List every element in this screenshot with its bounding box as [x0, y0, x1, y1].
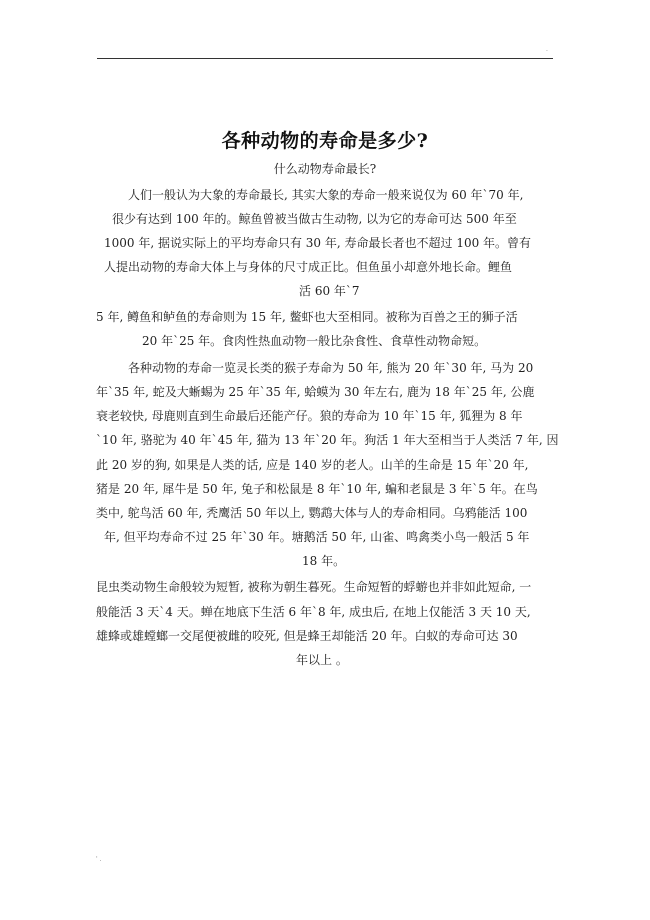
body-line: 年`35 年, 蛇及大蜥蜴为 25 年`35 年, 蛤蟆为 30 年左右, 鹿为 18 年`25 年, 公鹿: [96, 385, 535, 399]
body-line: 1000 年, 据说实际上的平均寿命只有 30 年, 寿命最长者也不超过 100 年。曾有: [104, 236, 532, 250]
body-line: 5 年, 鳟鱼和鲈鱼的寿命则为 15 年, 鳖虾也大至相同。被称为百兽之王的狮子活: [96, 310, 518, 324]
header-rule: [97, 58, 553, 59]
body-line: 20 年`25 年。食肉性热血动物一般比杂食性、食草性动物命短。: [142, 334, 487, 348]
body-line: 昆虫类动物生命般较为短暂, 被称为朝生暮死。生命短暂的蜉蝣也并非如此短命, 一: [96, 580, 532, 594]
body-line: 衰老较快, 母鹿则直到生命最后还能产仔。狼的寿命为 10 年`15 年, 狐狸为 8 年: [96, 409, 523, 423]
body-line: 人们一般认为大象的寿命最长, 其实大象的寿命一般来说仅为 60 年`70 年,: [128, 188, 524, 202]
body-line: 猪是 20 年, 犀牛是 50 年, 兔子和松鼠是 8 年`10 年, 蝙和老鼠是 3 年`5 年。在鸟: [96, 482, 538, 496]
body-line: 年, 但平均寿命不过 25 年`30 年。塘鹅活 50 年, 山雀、鸣禽类小鸟一般活 5 年: [104, 530, 530, 544]
body-line: 很少有达到 100 年的。鲸鱼曾被当做古生动物, 以为它的寿命可达 500 年至: [112, 212, 517, 226]
body-line: 18 年。: [302, 554, 346, 568]
body-line: 雄蜂或雄螳螂一交尾便被雌的咬死, 但是蜂王却能活 20 年。白蚁的寿命可达 30: [96, 629, 518, 643]
header-mark: .: [546, 46, 548, 53]
body-line: 类中, 鸵鸟活 60 年, 秃鹰活 50 年以上, 鹦鹉大体与人的寿命相同。乌鸦能活 100: [96, 506, 528, 520]
body-line: 般能活 3 天`4 天。蝉在地底下生活 6 年`8 年, 成虫后, 在地上仅能活 3 天 10 天,: [96, 605, 531, 619]
body-line: 人提出动物的寿命大体上与身体的尺寸成正比。但鱼虽小却意外地长命。鲤鱼: [104, 260, 513, 274]
footer-mark: ' .: [96, 856, 102, 863]
body-line: 各种动物的寿命一览灵长类的猴子寿命为 50 年, 熊为 20 年`30 年, 马为 20: [128, 361, 534, 375]
page-title: 各种动物的寿命是多少?: [221, 130, 429, 152]
body-line: 活 60 年`7: [299, 284, 360, 298]
body-line: `10 年, 骆驼为 40 年`45 年, 猫为 13 年`20 年。狗活 1 年大至相当于人类活 7 年, 因: [96, 433, 559, 447]
body-line: 此 20 岁的狗, 如果是人类的话, 应是 140 岁的老人。山羊的生命是 15 年`20 年,: [96, 458, 529, 472]
page-subtitle: 什么动物寿命最长?: [273, 162, 377, 176]
body-line: 年以上 。: [296, 653, 348, 667]
